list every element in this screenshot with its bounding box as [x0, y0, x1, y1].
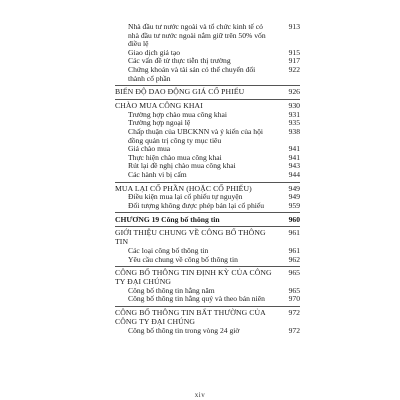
toc-entry-page: 917: [288, 56, 300, 66]
toc-entry-page: 949: [288, 192, 300, 202]
toc-entry-title: Trường hợp chào mua công khai: [128, 109, 227, 119]
toc-entry-title: Công bố thông tin trong vòng 24 giờ: [128, 325, 240, 335]
toc-entry-title: CÔNG BỐ THÔNG TIN BẤT THƯỜNG CỦA CÔNG TY ĐẠI CHÚNG: [115, 308, 266, 326]
page-number: xiv: [194, 391, 206, 399]
toc-section: [115, 306, 300, 327]
toc-entry-page: 913: [288, 22, 300, 31]
toc-entry-page: 931: [288, 109, 300, 119]
toc-entry-page: 922: [288, 64, 300, 74]
toc-entry-title: BIẾN ĐỘ DAO ĐỘNG GIÁ CỔ PHIẾU: [115, 87, 245, 97]
toc-entry-title: Thực hiện chào mua công khai: [128, 152, 222, 162]
toc-entry-page: 926: [288, 87, 300, 97]
toc-entry: [115, 256, 300, 265]
toc-entry-title: CHÀO MUA CÔNG KHAI: [115, 100, 203, 110]
toc-entry-title: Điều kiện mua lại cổ phiếu tự nguyện: [128, 192, 243, 202]
toc-entry-page: 960: [288, 215, 300, 225]
toc-entry-page: 935: [288, 118, 300, 128]
toc-entry-title: CHƯƠNG 19 Công bố thông tin: [115, 215, 220, 225]
toc-entry-page: 965: [288, 268, 300, 278]
toc-section: [115, 226, 300, 247]
toc-entry-page: 961: [288, 246, 300, 256]
toc-entry-page: 943: [288, 161, 300, 171]
toc-entry-page: 972: [288, 308, 300, 318]
toc-entry-title: Chấp thuận của UBCKNN và ý kiến của hội đồng quản trị công ty mục tiêu: [128, 126, 263, 145]
toc-entry-page: 972: [288, 325, 300, 335]
toc-entry-title: Đối tượng không được phép bán lại cổ phiếu: [128, 200, 265, 210]
toc-entry-page: 944: [288, 169, 300, 179]
toc-entry-page: 959: [288, 200, 300, 210]
toc-entry-page: 962: [288, 254, 300, 264]
toc-entry-page: 961: [288, 228, 300, 238]
toc-entry-title: Nhà đầu tư nước ngoài và tổ chức kinh tế có nhà đầu tư nước ngoài nắm giữ trên 50% vốn điều lệ: [128, 22, 266, 49]
toc-entry: [115, 202, 300, 211]
toc-entry: [115, 128, 300, 145]
toc-entry-title: Chứng khoán và tài sản có thể chuyển đổi thành cổ phần: [128, 64, 256, 83]
toc-entry: [115, 0, 300, 49]
toc-entry-title: Giá chào mua: [128, 144, 171, 154]
toc-entry-page: 941: [288, 152, 300, 162]
toc-entry-title: Các hành vi bị cấm: [128, 169, 187, 179]
toc-entry-title: Các vấn đề từ thực tiễn thị trường: [128, 56, 231, 66]
toc-entry-page: 930: [288, 100, 300, 110]
toc-section: [115, 85, 300, 97]
toc-entry-page: 970: [288, 294, 300, 304]
toc-entry: [115, 295, 300, 304]
toc-entry-title: Công bố thông tin hằng quý và theo bán niên: [128, 294, 265, 304]
toc-section: [115, 99, 300, 111]
toc-entry: [115, 171, 300, 180]
toc-entry-title: Giao dịch giả tạo: [128, 47, 181, 57]
toc-chapter: [115, 212, 300, 224]
toc-entry: [115, 66, 300, 83]
toc-entry-title: GIỚI THIỆU CHUNG VỀ CÔNG BỐ THÔNG TIN: [115, 228, 266, 247]
toc-entry-title: Công bố thông tin hằng năm: [128, 285, 215, 295]
toc-entry-page: 938: [288, 126, 300, 136]
toc-entry-page: 965: [288, 285, 300, 295]
toc-entry-title: Các loại công bố thông tin: [128, 246, 209, 256]
toc-entry-title: Yêu cầu chung về công bố thông tin: [128, 254, 238, 264]
toc-entry-title: CÔNG BỐ THÔNG TIN ĐỊNH KỲ CỦA CÔNG TY ĐẠI CHÚNG: [115, 268, 272, 287]
toc-section: [115, 266, 300, 287]
toc-entry-page: 941: [288, 144, 300, 154]
toc-entry-page: 949: [288, 183, 300, 193]
toc-entry-title: Trường hợp ngoại lệ: [128, 118, 191, 128]
toc-entry: [115, 327, 300, 336]
toc-entry-title: Rút lại đề nghị chào mua công khai: [128, 161, 236, 171]
table-of-contents: [115, 0, 300, 335]
toc-entry-title: MUA LẠI CỔ PHẦN (HOẶC CỔ PHIẾU): [115, 183, 252, 193]
toc-entry-page: 915: [288, 47, 300, 57]
